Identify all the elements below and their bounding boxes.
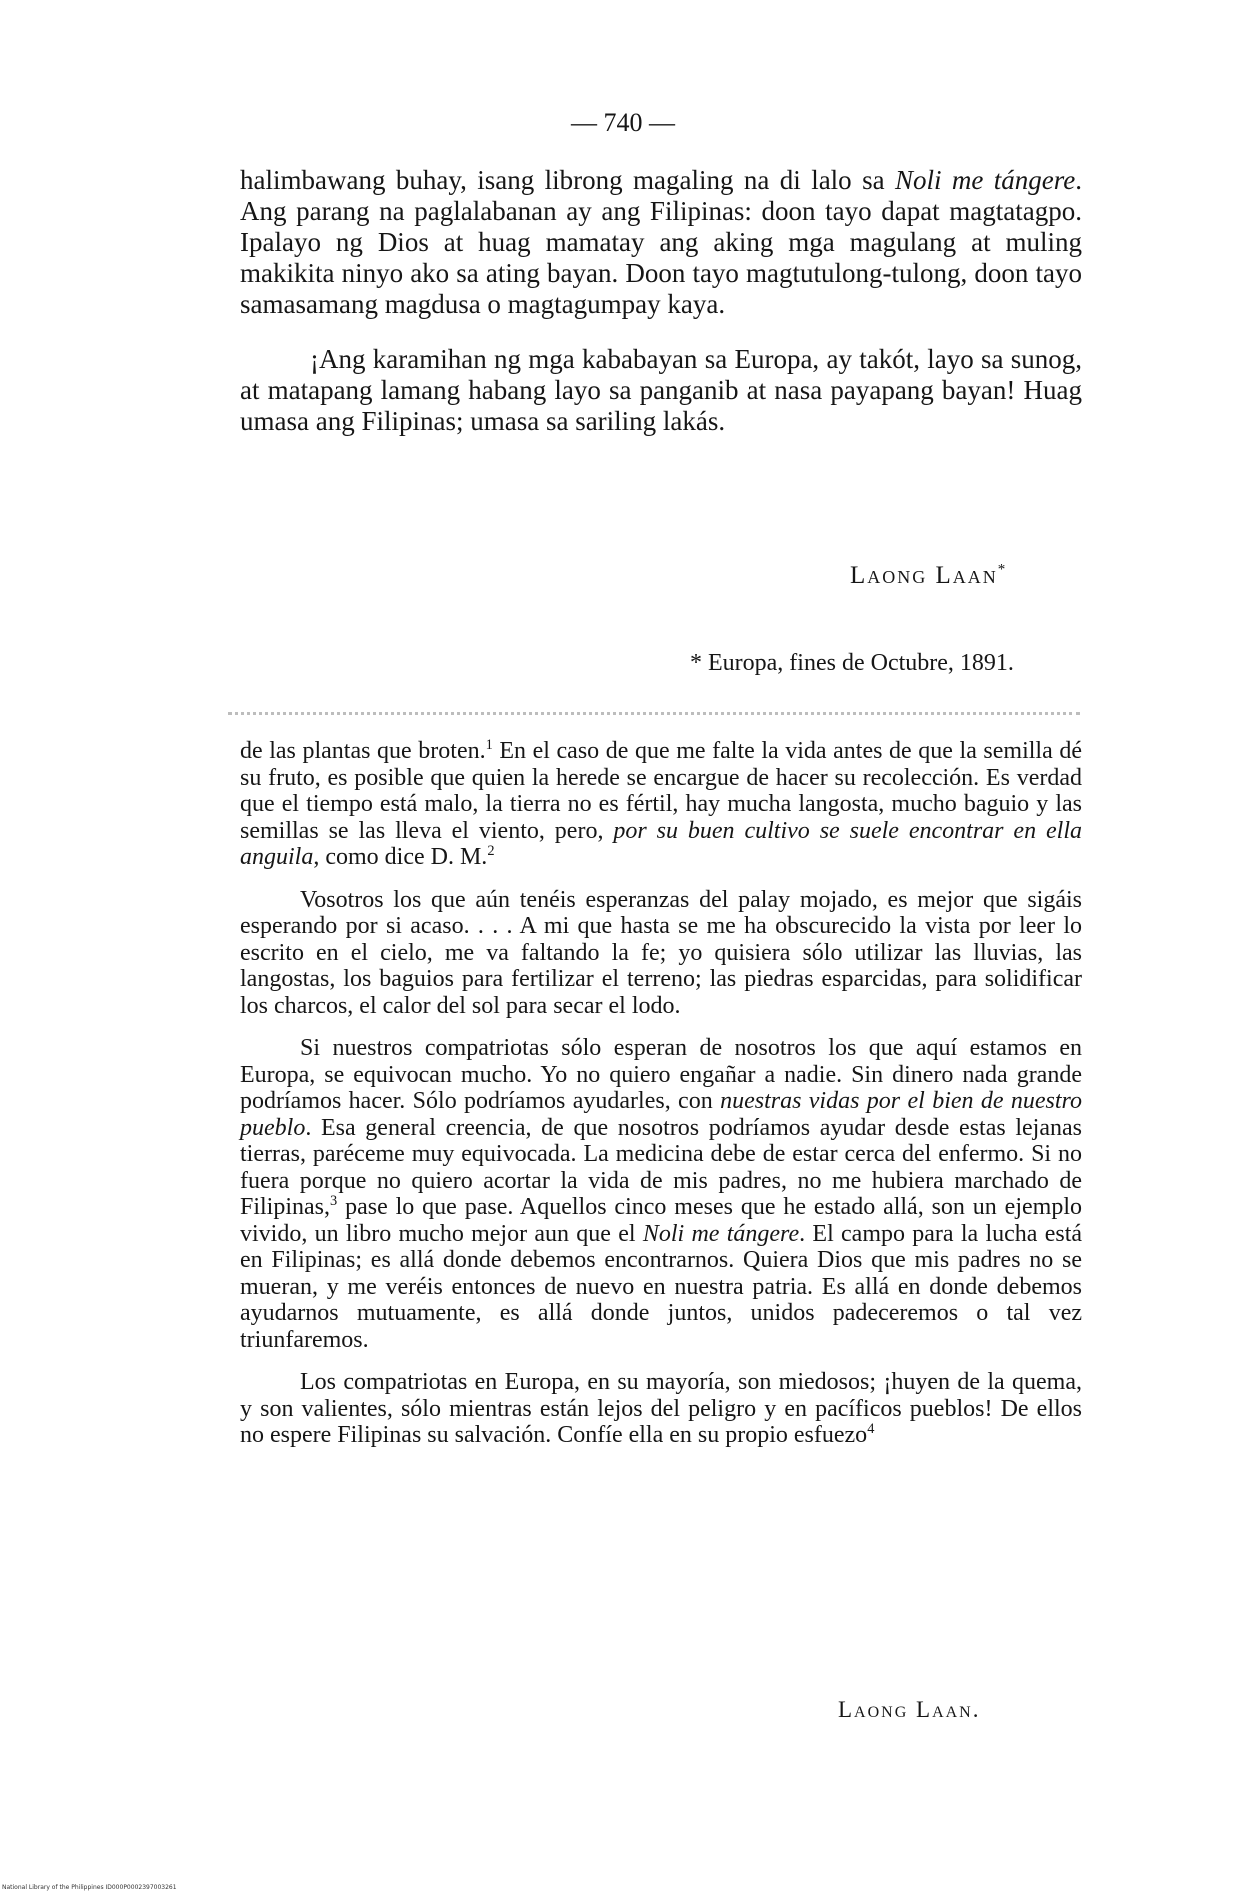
text-run: , como dice D. M. [313,844,488,870]
text-run: Los compatriotas en Europa, en su mayoría, son miedosos; ¡huyen de la quema, y son valientes, sólo mientras están lejos del peligro y en pacíficos pueblos! De ellos no espere Filipinas su salvación. Confíe ella en su propio esfuezo [240,1369,1082,1448]
scan-footer: National Library of the Philippines ID000P0002397003261 [2,1884,177,1891]
page-number: — 740 — [571,108,675,137]
text-run: . Esa general creencia, de que nosotros podríamos ayudar desde estas lejanas tierras, paréceme muy equivocada. La medicina debe de estar cerca del enfermo. Si no fuera porque no quiero acortar la vida de mis padres, no me hubiera marchado de Filipinas, [240,1114,1082,1220]
signature-laong-laan [850,562,1007,590]
spanish-paragraph-1 [240,738,1082,871]
tagalog-text [240,165,1082,437]
text-run: Si nuestros compatriotas sólo esperan de nosotros los que aquí estamos en Europa, se equivocan mucho. Yo no quiero engañar a nadie. Sin dinero nada grande podríamos hacer. Sólo podríamos ayudarles, con [240,1035,1082,1114]
text-run: pase lo que pase. Aquellos cinco meses que he estado allá, son un ejemplo vivido, un libro mucho mejor aun que el [240,1194,1082,1247]
tagalog-paragraph-2: ¡Ang karamihan ng mga kababayan sa Europa, ay takót, layo sa sunog, at matapang lamang habang layo sa panganib at nasa payapang bayan! Huag umasa ang Filipinas; umasa sa sariling lakás. [240,344,1082,436]
footnote-marker: 1 [485,737,493,753]
footnote-marker: * [997,561,1008,578]
spanish-paragraph-2: Vosotros los que aún tenéis esperanzas del palay mojado, es mejor que sigáis esperando por si acaso. . . . A mi que hasta se me ha obscurecido la vista por leer lo escrito en el cielo, me va faltando la fe; yo quisiera sólo utilizar las lluvias, las langostas, los baguios para fertilizar el terreno; las piedras esparcidas, para solidificar los charcos, el calor del sol para secar el lodo. [240,886,1082,1019]
footnote-marker: 3 [330,1193,338,1209]
tagalog-paragraph-1 [240,165,1082,320]
spanish-text [240,738,1082,1449]
spanish-paragraph-4 [240,1369,1082,1449]
footnote-marker: 2 [487,843,495,859]
italic-phrase: nuestras vidas por el bien de nuestro pueblo [240,1088,1082,1141]
dotted-separator [228,712,1080,715]
signature-laong-laan-2: Laong Laan. [838,1697,981,1722]
footnote-marker: 4 [867,1421,875,1437]
spanish-paragraph-3 [240,1035,1082,1353]
text-run: . El campo para la lucha está en Filipinas; es allá donde debemos encontrarnos. Quiera Dios que mis padres no se mueran, y me veréis entonces de nuevo en nuestra patria. Es allá en donde debemos ayudarnos mutuamente, es allá donde juntos, unidos padeceremos o tal vez triunfaremos. [240,1220,1083,1353]
signature-text: Laong Laan [850,562,998,589]
italic-quote: por su buen cultivo se suele encontrar en ella anguila [240,817,1082,870]
italic-title: Noli me tángere [894,165,1076,195]
dateline: * Europa, fines de Octubre, 1891. [690,650,1014,676]
text-run: de las plantas que broten. [240,738,486,764]
text-run: En el caso de que me falte la vida antes de que la semilla dé su fruto, es posible que quien la herede se encargue de hacer su recolección. Es verdad que el tiempo está malo, la tierra no es fértil, hay mucha langosta, mucho baguio y las semillas se las lleva el viento, pero, [240,738,1082,844]
text-run: halimbawang buhay, isang librong magaling na di lalo sa [240,165,895,195]
text-run: . Ang parang na paglalabanan ay ang Filipinas: doon tayo dapat magtatagpo. Ipalayo ng Dios at huag mamatay ang aking mga magulang at muling makikita ninyo ako sa ating bayan. Doon tayo magtutulong-tulong, doon tayo samasamang magdusa o magtagumpay kaya. [240,165,1083,319]
italic-title: Noli me tángere [642,1220,800,1247]
